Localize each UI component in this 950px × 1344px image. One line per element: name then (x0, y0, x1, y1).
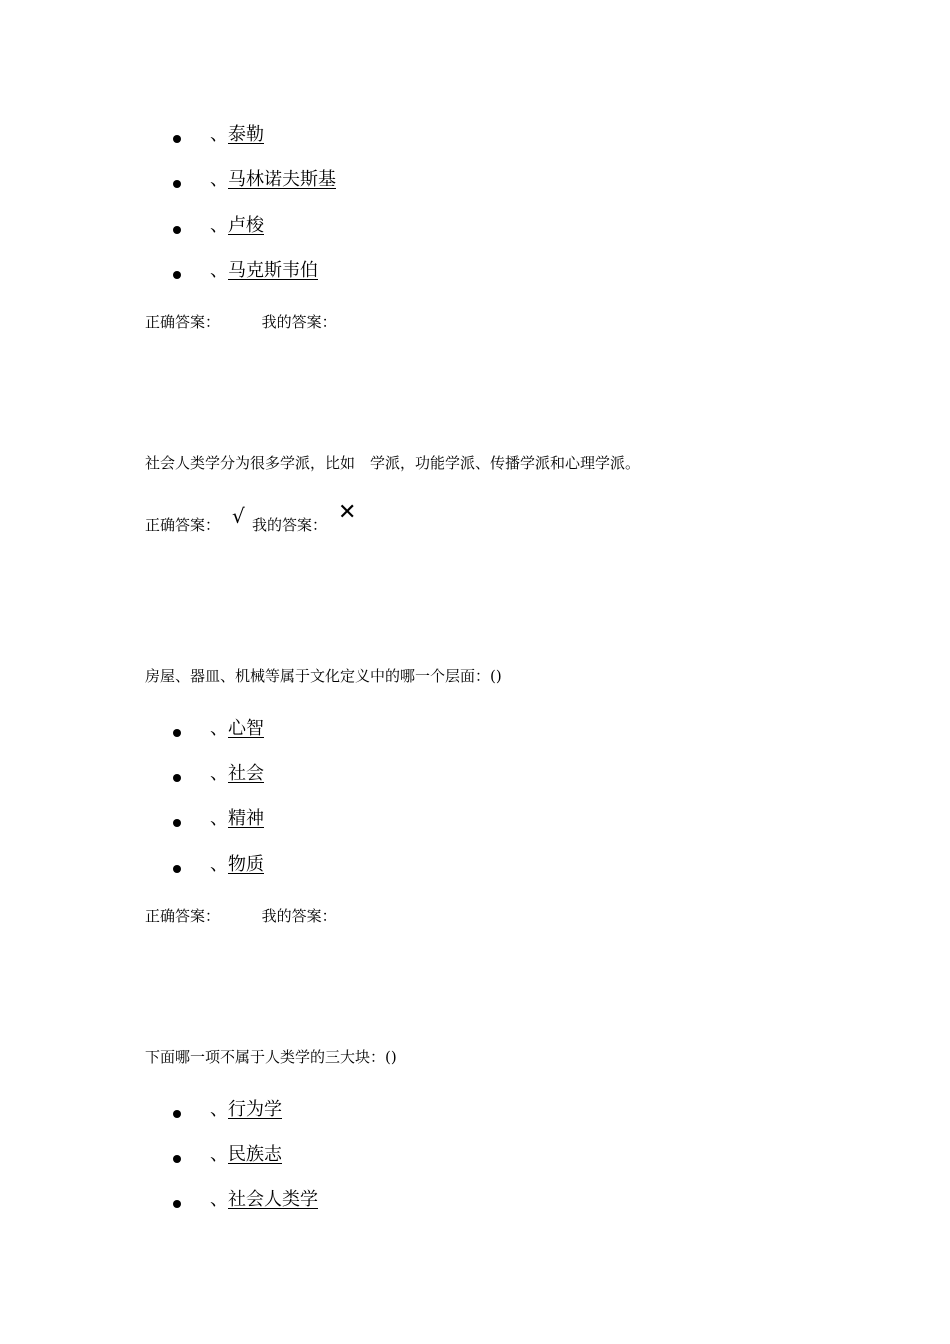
bullet-icon (173, 865, 181, 873)
option-label[interactable]: 社会人类学 (228, 1189, 318, 1210)
option-separator: 、 (210, 808, 228, 829)
option-separator: 、 (210, 1144, 228, 1165)
q2-answer-row (145, 515, 220, 535)
option-label[interactable]: 物质 (228, 854, 264, 875)
bullet-icon (173, 774, 181, 782)
q4-question-text: 下面哪一项不属于人类学的三大块：() (145, 1048, 397, 1066)
bullet-icon (173, 226, 181, 234)
q3-option[interactable] (0, 808, 400, 842)
q3-question-text: 房屋、器皿、机械等属于文化定义中的哪一个层面：() (145, 667, 502, 685)
option-label[interactable]: 社会 (228, 763, 264, 784)
q3-option[interactable] (0, 854, 400, 888)
option-label[interactable]: 马林诺夫斯基 (228, 169, 336, 190)
option-separator: 、 (210, 854, 228, 875)
option-label[interactable]: 心智 (228, 718, 264, 739)
my-answer-label: 我的答案： (261, 907, 337, 925)
option-separator: 、 (210, 1189, 228, 1210)
q3-option[interactable] (0, 718, 400, 752)
q1-option[interactable] (0, 124, 400, 158)
cross-icon: ✕ (338, 500, 357, 525)
option-separator: 、 (210, 718, 228, 739)
option-separator: 、 (210, 1099, 228, 1120)
my-answer-label: 我的答案： (261, 313, 337, 331)
option-label[interactable]: 卢梭 (228, 215, 264, 236)
option-separator: 、 (210, 260, 228, 281)
q3-answer-row (145, 906, 337, 926)
bullet-icon (173, 1200, 181, 1208)
q1-option[interactable] (0, 260, 400, 294)
correct-answer-label: 正确答案： (145, 516, 221, 534)
option-separator: 、 (210, 169, 228, 190)
option-separator: 、 (210, 124, 228, 145)
bullet-icon (173, 1110, 181, 1118)
option-label[interactable]: 行为学 (228, 1099, 282, 1120)
q1-answer-row (145, 312, 337, 332)
q4-option[interactable] (0, 1189, 400, 1223)
option-label[interactable]: 民族志 (228, 1144, 282, 1165)
q4-option[interactable] (0, 1099, 400, 1133)
bullet-icon (173, 1155, 181, 1163)
q1-option[interactable] (0, 215, 400, 249)
bullet-icon (173, 135, 181, 143)
bullet-icon (173, 729, 181, 737)
option-label[interactable]: 精神 (228, 808, 264, 829)
bullet-icon (173, 819, 181, 827)
q2-question-text: 社会人类学分为很多学派，比如 学派，功能学派、传播学派和心理学派。 (145, 454, 641, 472)
bullet-icon (173, 271, 181, 279)
my-answer-label: 我的答案： (252, 516, 328, 534)
q3-option[interactable] (0, 763, 400, 797)
option-separator: 、 (210, 763, 228, 784)
bullet-icon (173, 180, 181, 188)
q1-option[interactable] (0, 169, 400, 203)
option-label[interactable]: 泰勒 (228, 124, 264, 145)
correct-answer-label: 正确答案： (145, 907, 221, 925)
option-separator: 、 (210, 215, 228, 236)
q4-option[interactable] (0, 1144, 400, 1178)
check-icon: √ (232, 504, 245, 528)
correct-answer-label: 正确答案： (145, 313, 221, 331)
option-label[interactable]: 马克斯韦伯 (228, 260, 318, 281)
